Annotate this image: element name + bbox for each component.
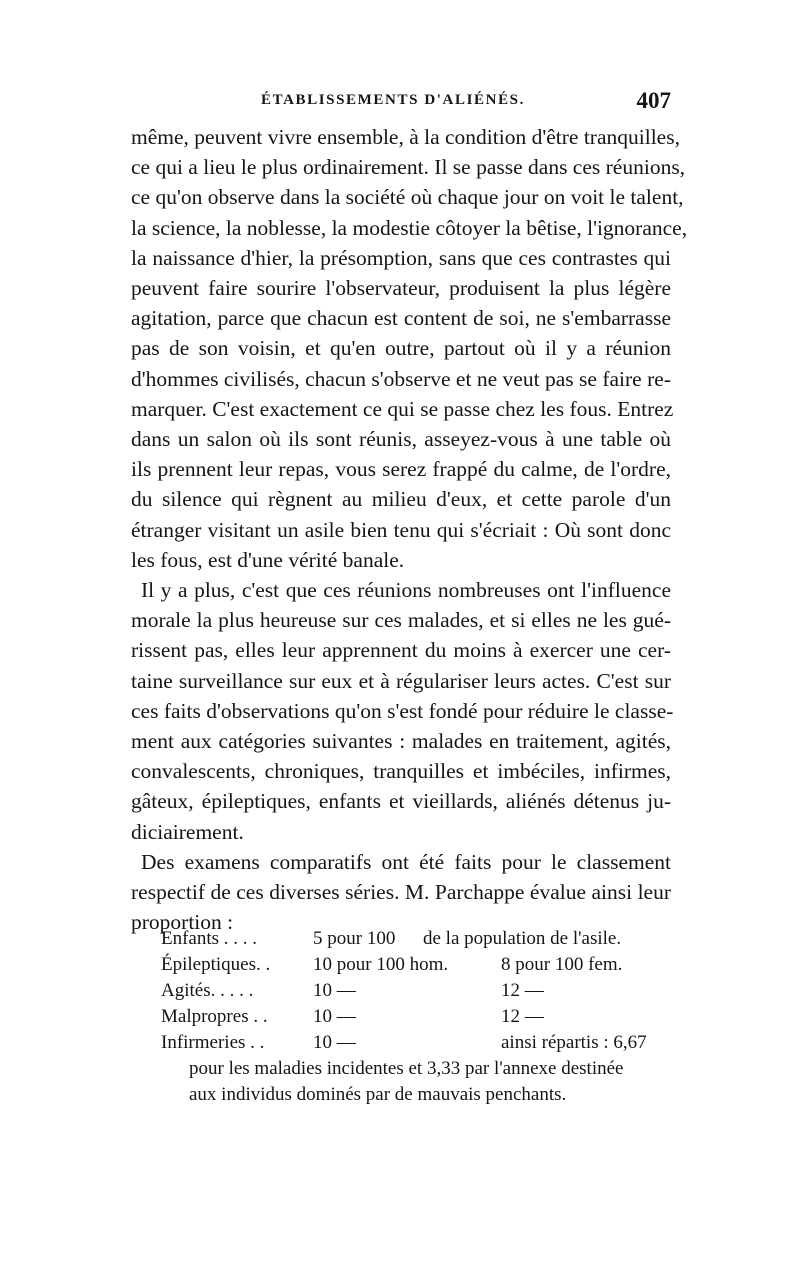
row-value-right: 12 — (501, 980, 544, 1001)
paragraph-1 (131, 122, 688, 575)
row-label: Malpropres . . (161, 1006, 268, 1027)
row-value-right: 12 — (501, 1006, 544, 1027)
text-line: rissent pas, elles leur apprennent du moins à exercer une cer- (131, 638, 671, 663)
text-line: dans un salon où ils sont réunis, asseyez-vous à une table où (131, 427, 671, 452)
text-line: diciairement. (131, 819, 244, 844)
text-line: convalescents, chroniques, tranquilles et imbéciles, infirmes, (131, 759, 671, 784)
row-value-right: ainsi répartis : 6,67 (501, 1032, 647, 1053)
text-line: ces faits d'observations qu'on s'est fondé pour réduire le classe- (131, 698, 674, 723)
text-line: ment aux catégories suivantes : malades en traitement, agités, (131, 729, 671, 754)
text-line: ce qui a lieu le plus ordinairement. Il se passe dans ces réunions, (131, 155, 686, 180)
row-label: Infirmeries . . (161, 1032, 265, 1053)
text-line: peuvent faire sourire l'observateur, produisent la plus légère (131, 276, 671, 301)
text-line: agitation, parce que chacun est content de soi, ne s'embarrasse (131, 306, 671, 331)
text-line: ce qu'on observe dans la société où chaque jour on voit le talent, (131, 185, 684, 210)
text-line: du silence qui règnent au milieu d'eux, et cette parole d'un (131, 487, 671, 512)
text-line: gâteux, épileptiques, enfants et vieillards, aliénés détenus ju- (131, 789, 671, 814)
proportion-table (161, 926, 671, 1108)
text-line: même, peuvent vivre ensemble, à la condition d'être tranquilles, (131, 125, 680, 149)
row-value-left: 10 — (313, 1006, 356, 1027)
text-line: morale la plus heureuse sur ces malades, et si elles ne les gué- (131, 608, 671, 633)
text-line: étranger visitant un asile bien tenu qui s'écriait : Où sont donc (131, 517, 671, 542)
table-note-line: aux individus dominés par de mauvais penchants. (189, 1084, 567, 1105)
text-line: Des examens comparatifs ont été faits pour le classement (141, 849, 671, 874)
text-line: la science, la noblesse, la modestie côtoyer la bêtise, l'ignorance, (131, 215, 688, 240)
text-line: Il y a plus, c'est que ces réunions nombreuses ont l'influence (141, 578, 671, 603)
row-label: Agités. . . . . (161, 980, 254, 1001)
table-row (161, 1004, 671, 1030)
row-value-left: 10 pour 100 hom. (313, 954, 449, 975)
paragraph-2 (131, 575, 674, 847)
table-row (161, 978, 671, 1004)
row-value-right: de la population de l'asile. (423, 928, 622, 949)
running-title: ÉTABLISSEMENTS D'ALIÉNÉS. (261, 92, 525, 108)
table-row (161, 926, 671, 952)
text-line: proportion : (131, 910, 234, 935)
row-label: Enfants . . . . (161, 928, 258, 949)
page-number: 407 (636, 88, 671, 113)
table-row (161, 952, 671, 978)
paragraph-3 (131, 847, 671, 938)
text-line: taine surveillance sur eux et à régulariser leurs actes. C'est sur (131, 668, 671, 693)
row-value-right: 8 pour 100 fem. (501, 954, 623, 975)
body-text (131, 122, 688, 937)
row-value-left: 5 pour 100 (313, 928, 396, 949)
row-label: Épileptiques. . (161, 954, 271, 975)
text-line: les fous, est d'une vérité banale. (131, 547, 405, 572)
running-head (131, 90, 671, 120)
row-value-left: 10 — (313, 980, 356, 1001)
text-line: la naissance d'hier, la présomption, sans que ces contrastes qui (131, 245, 671, 270)
text-line: d'hommes civilisés, chacun s'observe et ne veut pas se faire re- (131, 366, 671, 391)
row-value-left: 10 — (313, 1032, 356, 1053)
text-line: ils prennent leur repas, vous serez frappé du calme, de l'ordre, (131, 457, 671, 482)
table-note-line: pour les maladies incidentes et 3,33 par l'annexe destinée (189, 1058, 624, 1079)
text-line: pas de son voisin, et qu'en outre, partout où il y a réunion (131, 336, 671, 361)
text-line: respectif de ces diverses séries. M. Parchappe évalue ainsi leur (131, 880, 671, 905)
table-row (161, 1030, 671, 1056)
text-line: marquer. C'est exactement ce qui se passe chez les fous. Entrez (131, 396, 674, 421)
